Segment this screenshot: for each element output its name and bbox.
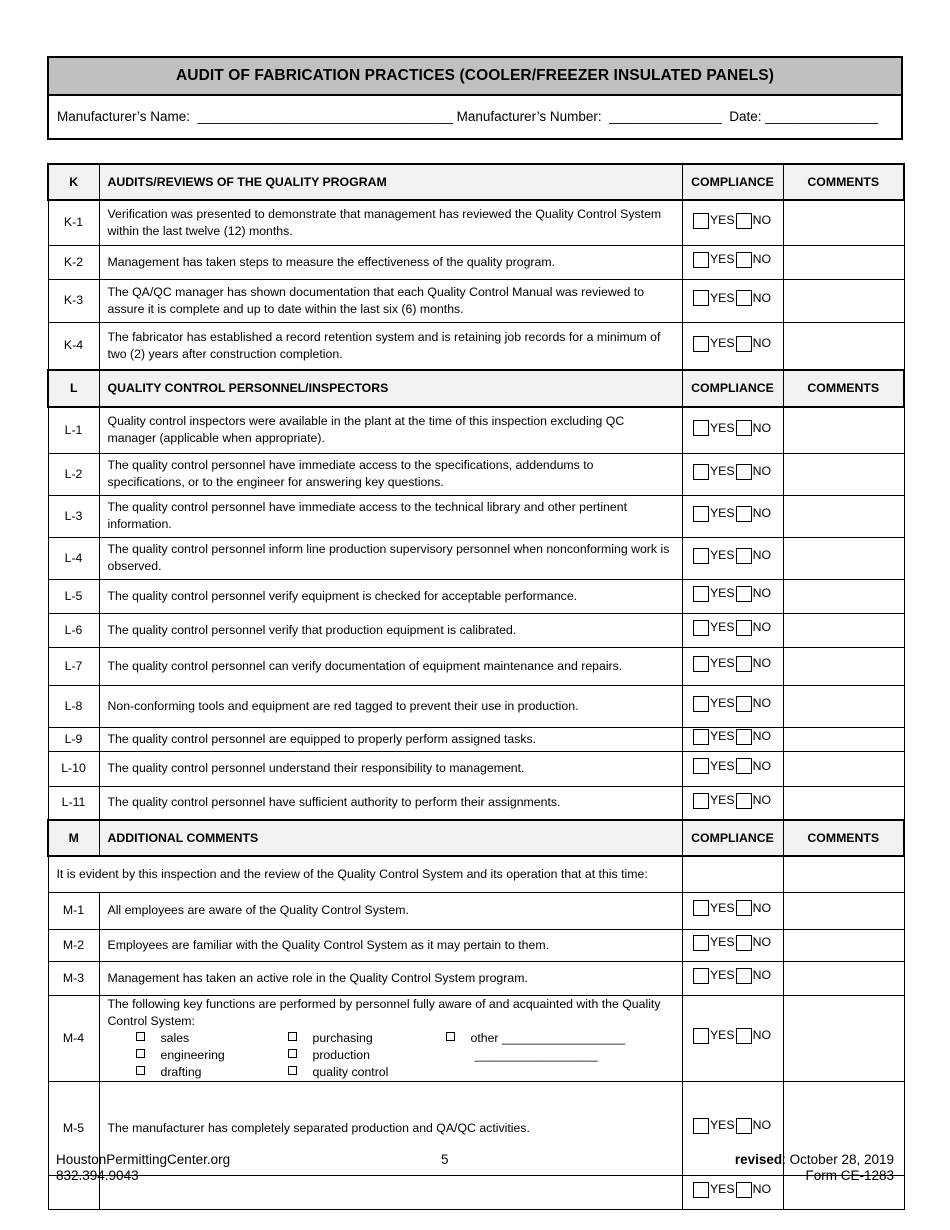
- no-label: NO: [752, 548, 772, 563]
- compliance-cell: [682, 613, 783, 647]
- function-sales[interactable]: [136, 1030, 288, 1047]
- yes-no-choice: [693, 547, 772, 564]
- yes-label: YES: [709, 1118, 735, 1133]
- yes-no-choice: [693, 655, 772, 672]
- checkbox-icon[interactable]: [288, 1032, 297, 1041]
- section-title: ADDITIONAL COMMENTS: [99, 820, 682, 856]
- yes-label: YES: [709, 213, 735, 227]
- section-header-m: [48, 820, 904, 856]
- footer-website: HoustonPermittingCenter.org: [56, 1152, 231, 1167]
- section-header-k: [48, 164, 904, 200]
- no-label: NO: [752, 1182, 772, 1197]
- item-id: K-3: [48, 279, 99, 322]
- yes-label: YES: [709, 464, 735, 479]
- no-checkbox[interactable]: [736, 1182, 752, 1198]
- table-row: [48, 727, 904, 751]
- function-quality-control[interactable]: [288, 1064, 446, 1081]
- yes-checkbox[interactable]: [693, 935, 709, 951]
- comments-cell[interactable]: [783, 856, 904, 892]
- function-label: quality control: [312, 1064, 389, 1079]
- comments-header: COMMENTS: [783, 820, 904, 856]
- no-label: NO: [752, 620, 772, 635]
- item-id: L-9: [48, 727, 99, 751]
- compliance-cell: [682, 537, 783, 579]
- no-label: NO: [752, 935, 772, 950]
- footer-phone: 832.394.9043: [56, 1168, 139, 1183]
- table-row: [48, 613, 904, 647]
- comments-cell[interactable]: [783, 727, 904, 751]
- no-label: NO: [752, 758, 772, 773]
- item-text: [99, 995, 682, 1081]
- no-label: NO: [752, 464, 772, 479]
- table-row: [48, 995, 904, 1081]
- yes-no-choice: [693, 792, 772, 809]
- yes-label: YES: [709, 620, 735, 635]
- no-label: NO: [752, 656, 772, 671]
- item-text-content: The quality control personnel have immediate access to the technical library and other pertinent information.: [107, 500, 627, 531]
- manufacturer-fields-line[interactable]: Manufacturer’s Name: __________________________________ Manufacturer’s Number: _______________ Date: _______________: [57, 108, 878, 124]
- no-checkbox[interactable]: [736, 1028, 752, 1044]
- no-checkbox[interactable]: [736, 336, 752, 352]
- yes-label: YES: [709, 793, 735, 807]
- table-row: [48, 786, 904, 820]
- intro-row: [48, 856, 904, 892]
- yes-checkbox[interactable]: [693, 656, 709, 672]
- function-label: purchasing: [312, 1030, 373, 1045]
- table-row: [48, 579, 904, 613]
- no-label: NO: [752, 696, 772, 711]
- item-id: M-2: [48, 929, 99, 961]
- yes-checkbox[interactable]: [693, 506, 709, 522]
- compliance-cell: [682, 322, 783, 370]
- item-text-content: The manufacturer has completely separated production and QA/QC activities.: [107, 1120, 530, 1135]
- no-checkbox[interactable]: [736, 968, 752, 984]
- yes-label: YES: [709, 506, 735, 521]
- yes-label: YES: [709, 758, 735, 773]
- compliance-cell: [682, 995, 783, 1081]
- comments-cell[interactable]: [783, 751, 904, 786]
- section-id: K: [48, 164, 99, 200]
- yes-label: YES: [709, 586, 735, 601]
- yes-checkbox[interactable]: [693, 290, 709, 306]
- table-row: [48, 929, 904, 961]
- section-title: AUDITS/REVIEWS OF THE QUALITY PROGRAM: [99, 164, 682, 200]
- compliance-cell: [682, 892, 783, 929]
- item-text-content: The quality control personnel are equipped to properly perform assigned tasks.: [107, 731, 537, 746]
- checkbox-icon[interactable]: [446, 1032, 455, 1041]
- item-text-content: The quality control personnel have immediate access to the specifications, addendums to specifications, or to the engineer for answering key questions.: [107, 458, 594, 489]
- table-row: [48, 685, 904, 727]
- comments-cell[interactable]: [783, 685, 904, 727]
- compliance-cell: [682, 279, 783, 322]
- no-label: NO: [752, 1118, 772, 1133]
- function-label: drafting: [160, 1064, 202, 1079]
- yes-label: YES: [709, 420, 735, 435]
- no-label: NO: [752, 729, 772, 744]
- table-row: [48, 892, 904, 929]
- yes-checkbox[interactable]: [693, 1118, 709, 1134]
- intro-text: It is evident by this inspection and the review of the Quality Control System and its operation that at this time:: [48, 856, 682, 892]
- comments-cell[interactable]: [783, 453, 904, 495]
- yes-checkbox[interactable]: [693, 464, 709, 480]
- yes-no-choice: [693, 758, 772, 775]
- yes-checkbox[interactable]: [693, 1182, 709, 1198]
- audit-table: [47, 163, 905, 1210]
- table-row: [48, 279, 904, 322]
- yes-checkbox[interactable]: [693, 968, 709, 984]
- checkbox-icon[interactable]: [288, 1066, 297, 1075]
- yes-checkbox[interactable]: [693, 1028, 709, 1044]
- function-label: other __________________: [470, 1030, 626, 1045]
- comments-cell[interactable]: [783, 647, 904, 685]
- yes-label: YES: [709, 252, 735, 267]
- no-checkbox[interactable]: [736, 464, 752, 480]
- yes-checkbox[interactable]: [693, 420, 709, 436]
- yes-no-choice: [693, 1117, 772, 1134]
- yes-checkbox[interactable]: [693, 758, 709, 774]
- checkbox-icon[interactable]: [136, 1049, 145, 1058]
- compliance-cell: [682, 929, 783, 961]
- yes-no-choice: [693, 934, 772, 951]
- yes-no-choice: [693, 251, 772, 268]
- comments-header: COMMENTS: [783, 370, 904, 407]
- yes-label: YES: [709, 935, 735, 950]
- item-text-content: All employees are aware of the Quality Control System.: [107, 903, 409, 917]
- yes-checkbox[interactable]: [693, 336, 709, 352]
- yes-label: YES: [709, 1182, 735, 1197]
- revised-date: : October 28, 2019: [782, 1152, 894, 1167]
- item-text-content: The quality control personnel verify equipment is checked for acceptable performance.: [107, 588, 578, 603]
- item-id: K-1: [48, 200, 99, 245]
- no-checkbox[interactable]: [736, 900, 752, 916]
- compliance-cell: [682, 961, 783, 995]
- item-text: [99, 613, 682, 647]
- item-text-content: Verification was presented to demonstrate that management has reviewed the Quality Control System within the last twelve (12) months.: [107, 206, 662, 238]
- comments-cell[interactable]: [783, 322, 904, 370]
- item-id: L-5: [48, 579, 99, 613]
- item-text-content: The quality control personnel inform line production supervisory personnel when nonconforming work is observed.: [107, 542, 670, 573]
- item-id: L-6: [48, 613, 99, 647]
- no-label: NO: [752, 586, 772, 601]
- compliance-header: COMPLIANCE: [682, 820, 783, 856]
- comments-cell[interactable]: [783, 495, 904, 537]
- no-checkbox[interactable]: [736, 729, 752, 745]
- no-checkbox[interactable]: [736, 1118, 752, 1134]
- compliance-cell: [682, 751, 783, 786]
- table-row: [48, 200, 904, 245]
- yes-label: YES: [709, 696, 735, 711]
- yes-no-choice: [693, 505, 772, 522]
- function-label: production: [312, 1047, 370, 1062]
- no-label: NO: [752, 900, 772, 915]
- table-row: [48, 453, 904, 495]
- item-text: [99, 200, 682, 245]
- item-id: L-11: [48, 786, 99, 820]
- no-checkbox[interactable]: [736, 793, 752, 809]
- item-text-content: Quality control inspectors were available in the plant at the time of this inspection excluding QC manager (applicable when appropriate).: [107, 414, 625, 446]
- item-text: [99, 647, 682, 685]
- table-row: [48, 961, 904, 995]
- yes-no-choice: [693, 695, 772, 712]
- item-text: [99, 727, 682, 751]
- comments-cell[interactable]: [783, 613, 904, 647]
- comments-header: COMMENTS: [783, 164, 904, 200]
- function-production[interactable]: [288, 1047, 446, 1064]
- comments-cell[interactable]: [783, 961, 904, 995]
- item-text-content: The quality control personnel verify that production equipment is calibrated.: [107, 622, 517, 637]
- yes-no-choice: [693, 335, 772, 352]
- yes-label: YES: [709, 336, 735, 350]
- item-id: M-5: [48, 1081, 99, 1175]
- section-id: M: [48, 820, 99, 856]
- item-id: L-2: [48, 453, 99, 495]
- yes-no-choice: [693, 900, 772, 917]
- item-id: K-4: [48, 322, 99, 370]
- item-id: M-4: [48, 995, 99, 1081]
- no-label: NO: [752, 213, 772, 227]
- table-row: [48, 407, 904, 453]
- form-title: AUDIT OF FABRICATION PRACTICES (COOLER/FREEZER INSULATED PANELS): [49, 58, 901, 96]
- item-text: [99, 537, 682, 579]
- item-id: L-7: [48, 647, 99, 685]
- comments-cell[interactable]: [783, 200, 904, 245]
- comments-cell[interactable]: [783, 892, 904, 929]
- item-text: [99, 892, 682, 929]
- function-other[interactable]: [446, 1030, 646, 1047]
- no-checkbox[interactable]: [736, 586, 752, 602]
- item-text: [99, 279, 682, 322]
- no-label: NO: [752, 968, 772, 983]
- yes-no-choice: [693, 290, 772, 307]
- checkbox-icon[interactable]: [136, 1066, 145, 1075]
- item-text: [99, 495, 682, 537]
- form-id: Form CE-1283: [805, 1168, 894, 1183]
- footer-left: [56, 1152, 230, 1184]
- comments-cell[interactable]: [783, 537, 904, 579]
- comments-cell[interactable]: [783, 786, 904, 820]
- item-id: L-4: [48, 537, 99, 579]
- item-id: K-2: [48, 245, 99, 279]
- yes-checkbox[interactable]: [693, 213, 709, 229]
- comments-cell[interactable]: [783, 995, 904, 1081]
- checkbox-icon[interactable]: [136, 1032, 145, 1041]
- yes-checkbox[interactable]: [693, 793, 709, 809]
- comments-cell[interactable]: [783, 929, 904, 961]
- function-drafting[interactable]: [136, 1064, 288, 1081]
- yes-no-choice: [693, 619, 772, 636]
- item-id: M-3: [48, 961, 99, 995]
- yes-no-choice: [693, 967, 772, 984]
- section-title: QUALITY CONTROL PERSONNEL/INSPECTORS: [99, 370, 682, 407]
- compliance-cell: [682, 685, 783, 727]
- function-engineering[interactable]: [136, 1047, 288, 1064]
- m4-text: The following key functions are performed by personnel fully aware of and acquainted with the Quality Control System:: [107, 996, 661, 1028]
- no-label: NO: [752, 336, 772, 350]
- no-checkbox[interactable]: [736, 213, 752, 229]
- compliance-cell: [682, 407, 783, 453]
- yes-checkbox[interactable]: [693, 586, 709, 602]
- yes-label: YES: [709, 968, 735, 983]
- yes-no-choice: [693, 463, 772, 480]
- other-blank-line[interactable]: __________________: [474, 1047, 598, 1062]
- yes-label: YES: [709, 1028, 735, 1043]
- yes-label: YES: [709, 290, 735, 305]
- function-label: sales: [160, 1030, 190, 1045]
- yes-no-choice: [693, 420, 772, 437]
- item-text-content: Non-conforming tools and equipment are red tagged to prevent their use in production.: [107, 698, 579, 713]
- compliance-cell: [682, 579, 783, 613]
- item-text: [99, 322, 682, 370]
- section-header-l: [48, 370, 904, 407]
- comments-cell[interactable]: [783, 279, 904, 322]
- table-row: [48, 751, 904, 786]
- table-row: [48, 245, 904, 279]
- compliance-cell: [682, 856, 783, 892]
- item-text: [99, 685, 682, 727]
- no-checkbox[interactable]: [736, 656, 752, 672]
- yes-no-choice: [693, 585, 772, 602]
- key-functions-list: [136, 1030, 674, 1081]
- item-text-content: Management has taken an active role in the Quality Control System program.: [107, 970, 528, 985]
- section-id: L: [48, 370, 99, 407]
- no-label: NO: [752, 1028, 772, 1043]
- page-number: 5: [441, 1152, 449, 1167]
- item-text-content: The quality control personnel can verify documentation of equipment maintenance and repairs.: [107, 658, 623, 673]
- table-row: [48, 537, 904, 579]
- function-purchasing[interactable]: [288, 1030, 446, 1047]
- no-label: NO: [752, 290, 772, 305]
- yes-checkbox[interactable]: [693, 252, 709, 268]
- footer-right: [735, 1152, 894, 1184]
- yes-checkbox[interactable]: [693, 900, 709, 916]
- yes-label: YES: [709, 656, 735, 671]
- checkbox-icon[interactable]: [288, 1049, 297, 1058]
- compliance-cell: [682, 727, 783, 751]
- compliance-cell: [682, 786, 783, 820]
- no-checkbox[interactable]: [736, 620, 752, 636]
- yes-label: YES: [709, 729, 735, 744]
- yes-checkbox[interactable]: [693, 729, 709, 745]
- item-id: L-10: [48, 751, 99, 786]
- no-checkbox[interactable]: [736, 696, 752, 712]
- yes-label: YES: [709, 900, 735, 915]
- no-checkbox[interactable]: [736, 935, 752, 951]
- compliance-header: COMPLIANCE: [682, 164, 783, 200]
- revised-label: revised: [734, 1152, 783, 1167]
- compliance-cell: [682, 200, 783, 245]
- item-id: M-1: [48, 892, 99, 929]
- yes-no-choice: [693, 212, 772, 229]
- compliance-cell: [682, 453, 783, 495]
- yes-no-choice: [693, 728, 772, 745]
- function-label: engineering: [160, 1047, 225, 1062]
- comments-cell[interactable]: [783, 579, 904, 613]
- table-row: [48, 647, 904, 685]
- yes-checkbox[interactable]: [693, 620, 709, 636]
- item-text: [99, 407, 682, 453]
- item-text: [99, 453, 682, 495]
- yes-checkbox[interactable]: [693, 548, 709, 564]
- form-header: [47, 56, 903, 140]
- compliance-header: COMPLIANCE: [682, 370, 783, 407]
- no-label: NO: [752, 420, 772, 435]
- revised-line: [735, 1152, 894, 1168]
- yes-checkbox[interactable]: [693, 696, 709, 712]
- no-checkbox[interactable]: [736, 420, 752, 436]
- table-row: [48, 495, 904, 537]
- item-text-content: The QA/QC manager has shown documentation that each Quality Control Manual was reviewed to assure it is complete and up to date within the last six (6) months.: [107, 284, 645, 316]
- item-text: [99, 786, 682, 820]
- no-checkbox[interactable]: [736, 290, 752, 306]
- no-label: NO: [752, 506, 772, 521]
- comments-cell[interactable]: [783, 245, 904, 279]
- item-text-content: The quality control personnel understand their responsibility to management.: [107, 761, 525, 775]
- no-label: NO: [752, 252, 772, 267]
- yes-no-choice: [693, 1027, 772, 1044]
- no-checkbox[interactable]: [736, 758, 752, 774]
- item-text-content: The fabricator has established a record retention system and is retaining job records for a minimum of two (2) years after construction completion.: [107, 329, 661, 361]
- item-id: L-3: [48, 495, 99, 537]
- item-text-content: Employees are familiar with the Quality Control System as it may pertain to them.: [107, 937, 549, 952]
- item-text: [99, 751, 682, 786]
- no-label: NO: [752, 793, 772, 807]
- no-checkbox[interactable]: [736, 252, 752, 268]
- item-text-content: Management has taken steps to measure the effectiveness of the quality program.: [107, 254, 555, 269]
- item-text: [99, 929, 682, 961]
- compliance-cell: [682, 495, 783, 537]
- item-id: L-8: [48, 685, 99, 727]
- item-text: [99, 961, 682, 995]
- item-text-content: The quality control personnel have sufficient authority to perform their assignments.: [107, 795, 561, 810]
- comments-cell[interactable]: [783, 407, 904, 453]
- no-checkbox[interactable]: [736, 548, 752, 564]
- table-row: [48, 322, 904, 370]
- item-text: [99, 579, 682, 613]
- compliance-cell: [682, 647, 783, 685]
- no-checkbox[interactable]: [736, 506, 752, 522]
- yes-label: YES: [709, 548, 735, 563]
- compliance-cell: [682, 245, 783, 279]
- item-id: L-1: [48, 407, 99, 453]
- item-text: [99, 245, 682, 279]
